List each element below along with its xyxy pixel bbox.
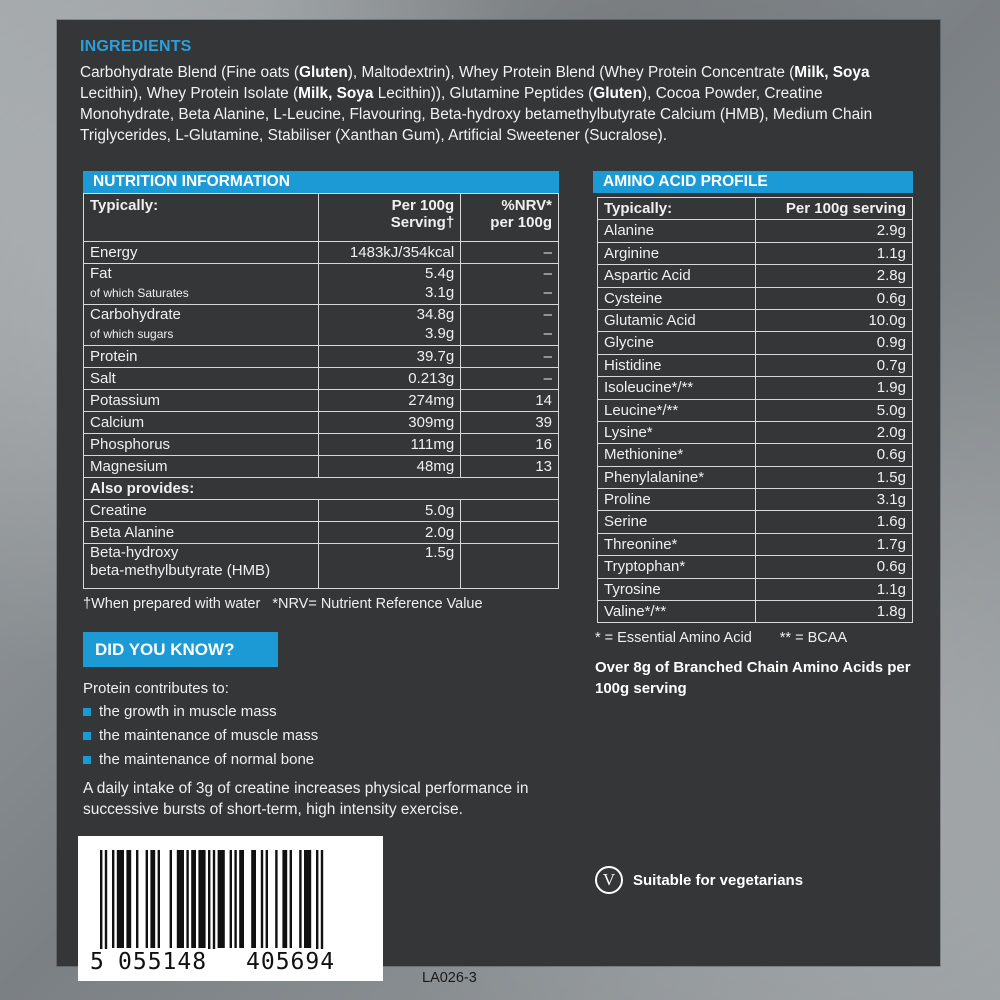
ingredient-text: ), Cocoa Powder, Creatine Monohydrate, Beta Alanine, L-Leucine, Flavouring, Beta-hydroxy betamethylbutyrate Calcium (HMB), Medium Chain Triglycerides, L-Glutamine, Stabiliser (Xanthan Gum), Artificial Sweetener (Sucralose). — [80, 85, 873, 144]
benefit-text: the growth in muscle mass — [99, 703, 277, 720]
also-provides-label: Also provides: — [84, 478, 559, 500]
barcode-bar — [198, 850, 205, 948]
nutrient-label: Creatine — [84, 500, 319, 522]
amino-heading: AMINO ACID PROFILE — [593, 171, 913, 193]
amino-row — [598, 444, 913, 466]
barcode-bar — [239, 850, 244, 948]
allergen-text: Milk, Soya — [794, 64, 870, 81]
amino-row — [598, 265, 913, 287]
amino-row — [598, 466, 913, 488]
amino-name: Alanine — [598, 220, 756, 242]
benefit-item — [83, 700, 318, 724]
barcode-bar — [112, 850, 114, 948]
amino-name: Serine — [598, 511, 756, 533]
also-provides-item — [84, 544, 559, 589]
benefit-item — [83, 748, 318, 772]
nutrient-label: Calcium — [84, 412, 319, 434]
nutrient-label: Carbohydrate of which sugars — [84, 305, 319, 346]
barcode-group-1: 055148 — [118, 949, 208, 975]
barcode-bar — [234, 850, 236, 948]
amino-value: 10.0g — [755, 309, 912, 331]
nutrient-value: 0.213g — [319, 368, 461, 390]
bullet-square-icon — [83, 732, 91, 740]
amino-header-row — [598, 198, 913, 220]
amino-value: 1.7g — [755, 533, 912, 555]
benefit-text: the maintenance of normal bone — [99, 751, 315, 768]
nutrient-label: Beta Alanine — [84, 522, 319, 544]
barcode-bars — [96, 850, 365, 962]
barcode-bar — [304, 850, 311, 948]
amino-row — [598, 421, 913, 443]
nutrient-nrv: 39 — [461, 412, 559, 434]
nutrition-row — [84, 305, 559, 346]
nutrient-value: 1.5g — [319, 544, 461, 589]
amino-row — [598, 242, 913, 264]
nutrient-nrv: 16 — [461, 434, 559, 456]
barcode-bar — [117, 850, 124, 948]
nutrition-row — [84, 242, 559, 264]
creatine-claim: A daily intake of 3g of creatine increases physical performance in successive bursts of short-term, high intensity exercise. — [83, 780, 529, 818]
amino-name: Methionine* — [598, 444, 756, 466]
bcaa-statement: Over 8g of Branched Chain Amino Acids per 100g serving — [595, 659, 911, 697]
amino-name: Threonine* — [598, 533, 756, 555]
vegetarian-icon: V — [595, 866, 623, 894]
nutrition-header-row — [84, 194, 559, 242]
barcode-bar — [275, 850, 277, 948]
nutrient-nrv — [461, 544, 559, 589]
amino-name: Tyrosine — [598, 578, 756, 600]
amino-value: 5.0g — [755, 399, 912, 421]
amino-name: Arginine — [598, 242, 756, 264]
barcode-bar — [213, 850, 215, 962]
col-nrv: %NRV* per 100g — [461, 194, 559, 242]
amino-name: Cysteine — [598, 287, 756, 309]
also-provides-item — [84, 500, 559, 522]
amino-row — [598, 332, 913, 354]
bullet-square-icon — [83, 756, 91, 764]
col-typically: Typically: — [84, 194, 319, 242]
ingredients-heading: INGREDIENTS — [80, 38, 192, 55]
nutrition-table — [83, 193, 559, 589]
barcode-bar — [170, 850, 172, 948]
nutrient-label: Magnesium — [84, 456, 319, 478]
barcode-bar — [218, 850, 225, 948]
nutrient-nrv: – — [461, 346, 559, 368]
ingredient-text: ), Maltodextrin), Whey Protein Blend (Whey Protein Concentrate ( — [347, 64, 795, 81]
amino-row — [598, 354, 913, 376]
amino-name: Tryptophan* — [598, 556, 756, 578]
amino-row — [598, 533, 913, 555]
barcode-bar — [299, 850, 301, 948]
barcode-bar — [146, 850, 148, 948]
benefit-text: the maintenance of muscle mass — [99, 727, 319, 744]
did-you-know-heading: DID YOU KNOW? — [83, 632, 278, 667]
amino-name: Glycine — [598, 332, 756, 354]
nutrient-label: Energy — [84, 242, 319, 264]
amino-row — [598, 309, 913, 331]
nutrient-value: 5.0g — [319, 500, 461, 522]
ingredient-text: Lecithin), Whey Protein Isolate ( — [80, 85, 299, 102]
amino-row — [598, 601, 913, 623]
barcode-bar — [191, 850, 196, 948]
amino-value: 1.9g — [755, 377, 912, 399]
nutrient-value: 39.7g — [319, 346, 461, 368]
nutrition-heading: NUTRITION INFORMATION — [83, 171, 559, 193]
amino-row — [598, 511, 913, 533]
also-provides-row — [84, 478, 559, 500]
amino-name: Phenylalanine* — [598, 466, 756, 488]
barcode-bar — [282, 850, 287, 948]
vegetarian-label: Suitable for vegetarians — [633, 871, 804, 889]
barcode-bar — [186, 850, 188, 948]
barcode — [78, 836, 383, 981]
ingredient-text: Lecithin)), Glutamine Peptides ( — [373, 85, 594, 102]
amino-value: 3.1g — [755, 489, 912, 511]
nutrient-nrv: – – — [461, 264, 559, 305]
allergen-text: Milk, Soya — [298, 85, 374, 102]
nutrition-row — [84, 390, 559, 412]
allergen-text: Gluten — [593, 85, 643, 102]
nutrient-label: Beta-hydroxy beta-methylbutyrate (HMB) — [84, 544, 319, 589]
bullet-square-icon — [83, 708, 91, 716]
nutrition-row — [84, 434, 559, 456]
ingredients-text — [80, 62, 920, 146]
amino-value: 0.9g — [755, 332, 912, 354]
also-provides-item — [84, 522, 559, 544]
barcode-bar — [251, 850, 256, 948]
amino-value: 1.5g — [755, 466, 912, 488]
amino-value: 1.8g — [755, 601, 912, 623]
amino-value: 1.1g — [755, 578, 912, 600]
amino-legend: * = Essential Amino Acid ** = BCAA — [595, 630, 848, 646]
nutrition-row — [84, 412, 559, 434]
amino-value: 0.6g — [755, 556, 912, 578]
nutrient-value: 2.0g — [319, 522, 461, 544]
barcode-bar — [158, 850, 160, 948]
benefit-item — [83, 724, 318, 748]
nutrient-nrv: – — [461, 368, 559, 390]
nutrition-row — [84, 368, 559, 390]
barcode-group-2: 405694 — [246, 949, 336, 975]
amino-col-typically: Typically: — [598, 198, 756, 220]
nutrient-value: 309mg — [319, 412, 461, 434]
amino-value: 0.6g — [755, 444, 912, 466]
amino-name: Isoleucine*/** — [598, 377, 756, 399]
nutrient-nrv — [461, 522, 559, 544]
nutrient-value: 34.8g 3.9g — [319, 305, 461, 346]
ingredient-text: Carbohydrate Blend (Fine oats ( — [80, 64, 300, 81]
nutrient-nrv: – – — [461, 305, 559, 346]
allergen-text: Gluten — [299, 64, 348, 81]
protein-intro: Protein contributes to: — [83, 680, 229, 697]
amino-value: 2.8g — [755, 265, 912, 287]
nutrient-nrv: – — [461, 242, 559, 264]
amino-row — [598, 556, 913, 578]
nutrition-row — [84, 346, 559, 368]
amino-row — [598, 220, 913, 242]
nutrient-label: Salt — [84, 368, 319, 390]
barcode-bar — [321, 850, 323, 962]
amino-value: 0.7g — [755, 354, 912, 376]
amino-name: Leucine*/** — [598, 399, 756, 421]
nutrient-value: 274mg — [319, 390, 461, 412]
barcode-bar — [208, 850, 210, 962]
nutrition-row — [84, 264, 559, 305]
barcode-bar — [261, 850, 263, 948]
product-code: LA026-3 — [422, 970, 477, 986]
barcode-bar — [100, 850, 102, 962]
nutrient-label: Fat of which Saturates — [84, 264, 319, 305]
amino-col-per-100g: Per 100g serving — [755, 198, 912, 220]
amino-name: Glutamic Acid — [598, 309, 756, 331]
amino-name: Histidine — [598, 354, 756, 376]
amino-row — [598, 287, 913, 309]
amino-row — [598, 578, 913, 600]
nutrition-row — [84, 456, 559, 478]
amino-value: 1.6g — [755, 511, 912, 533]
barcode-first-digit: 5 — [90, 949, 105, 975]
barcode-bar — [316, 850, 318, 962]
amino-value: 0.6g — [755, 287, 912, 309]
amino-row — [598, 489, 913, 511]
barcode-bar — [150, 850, 155, 948]
amino-name: Valine*/** — [598, 601, 756, 623]
nutrient-nrv — [461, 500, 559, 522]
amino-name: Lysine* — [598, 421, 756, 443]
barcode-bar — [136, 850, 138, 948]
nutrient-nrv: 13 — [461, 456, 559, 478]
amino-name: Proline — [598, 489, 756, 511]
amino-row — [598, 399, 913, 421]
nutrient-label: Potassium — [84, 390, 319, 412]
amino-name: Aspartic Acid — [598, 265, 756, 287]
nutrient-label: Phosphorus — [84, 434, 319, 456]
nutrient-value: 5.4g 3.1g — [319, 264, 461, 305]
nutrition-footnote: †When prepared with water *NRV= Nutrient Reference Value — [83, 596, 483, 612]
nutrient-nrv: 14 — [461, 390, 559, 412]
amino-table — [597, 197, 913, 623]
barcode-bar — [126, 850, 131, 948]
barcode-bar — [177, 850, 184, 948]
nutrient-value: 48mg — [319, 456, 461, 478]
nutrient-value: 111mg — [319, 434, 461, 456]
barcode-bar — [266, 850, 268, 948]
amino-value: 2.0g — [755, 421, 912, 443]
amino-value: 2.9g — [755, 220, 912, 242]
nutrient-label: Protein — [84, 346, 319, 368]
barcode-bar — [105, 850, 107, 962]
barcode-number — [90, 949, 371, 977]
amino-value: 1.1g — [755, 242, 912, 264]
vegetarian-badge — [595, 866, 803, 894]
nutrient-value: 1483kJ/354kcal — [319, 242, 461, 264]
col-per-100g: Per 100g Serving† — [319, 194, 461, 242]
barcode-bar — [230, 850, 232, 948]
amino-row — [598, 377, 913, 399]
barcode-bar — [290, 850, 292, 948]
protein-benefits-list — [83, 700, 318, 772]
